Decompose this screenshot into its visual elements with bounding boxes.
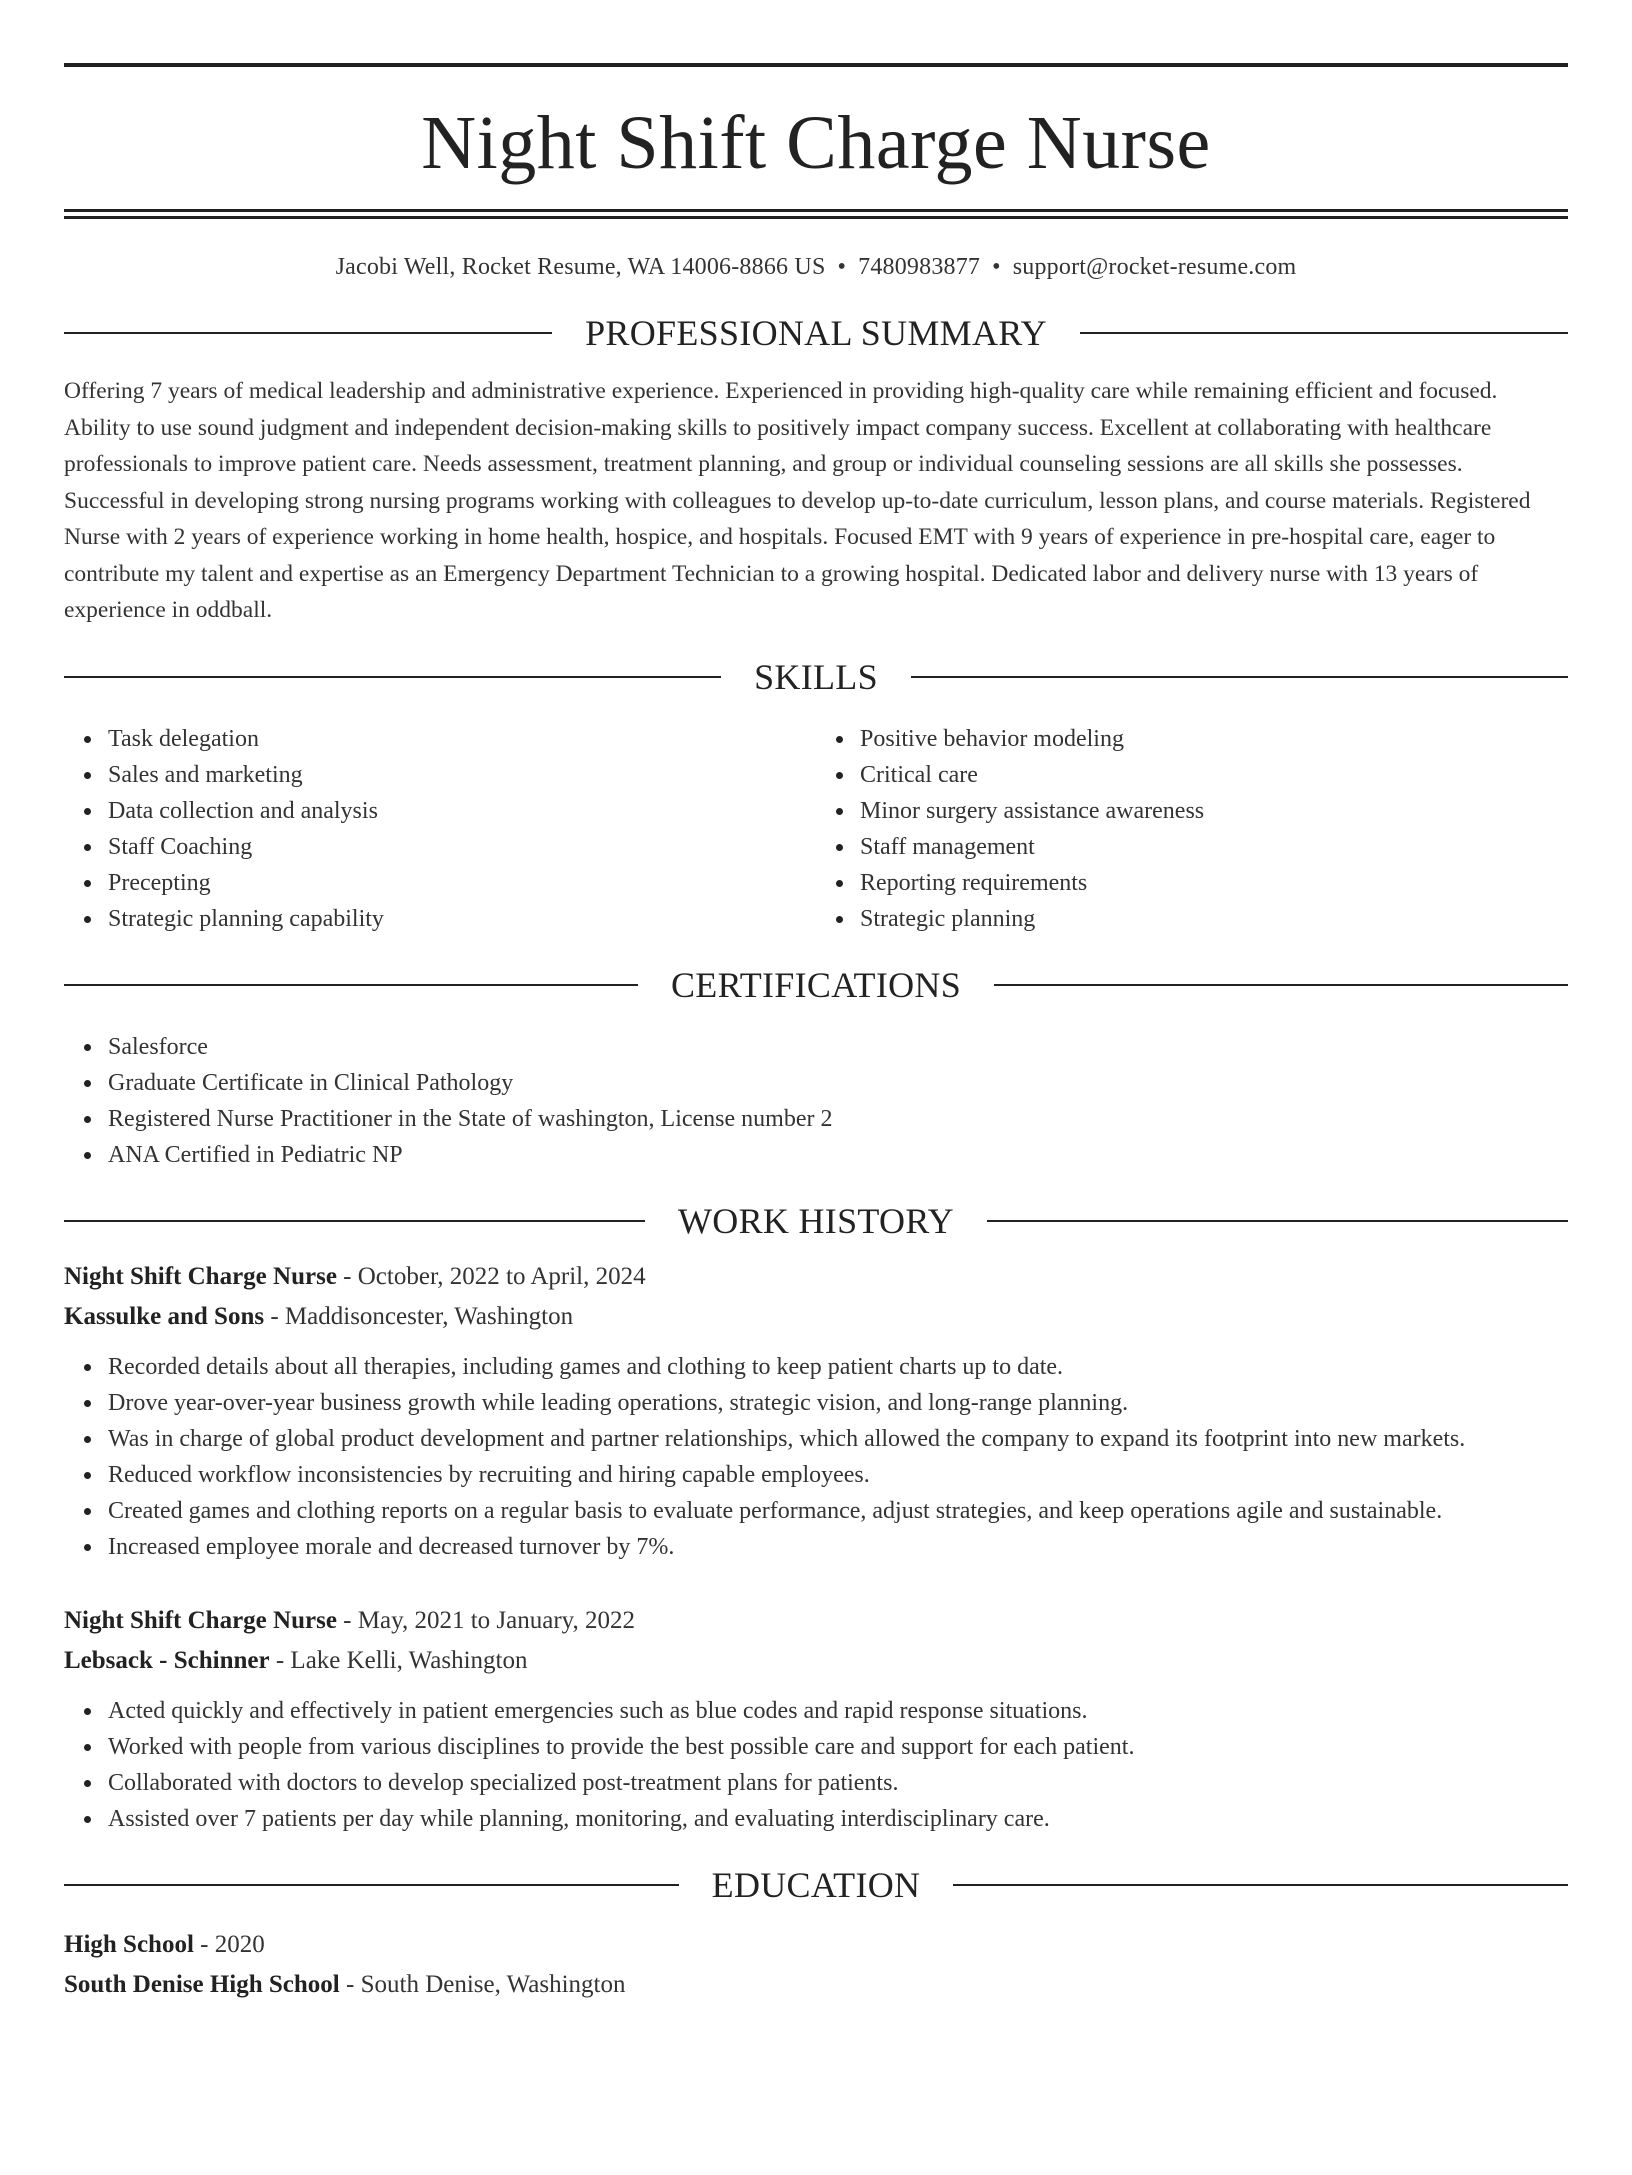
contact-separator: • — [992, 254, 1001, 280]
skill-item: Precepting — [108, 865, 816, 901]
job-title-line — [64, 1601, 1568, 1641]
skill-item: Staff management — [860, 829, 1568, 865]
section-rule — [64, 332, 552, 334]
section-rule — [953, 1884, 1568, 1886]
education-degree-line — [64, 1925, 1568, 1965]
section-rule — [1080, 332, 1568, 334]
contact-separator: • — [837, 254, 847, 280]
job-title-line — [64, 1257, 1568, 1297]
contact-address: Jacobi Well, Rocket Resume, WA 14006-8866 US — [335, 254, 826, 280]
skill-item: Strategic planning capability — [108, 901, 816, 937]
job-bullet: Acted quickly and effectively in patient emergencies such as blue codes and rapid response situations. — [108, 1693, 1568, 1729]
skills-column-right — [816, 721, 1568, 937]
education-year: - 2020 — [193, 1930, 265, 1958]
skill-item: Minor surgery assistance awareness — [860, 793, 1568, 829]
section-header-education — [64, 1864, 1568, 1905]
job-entry — [64, 1601, 1568, 1837]
education-degree: High School — [64, 1930, 194, 1958]
section-rule — [64, 984, 638, 986]
job-company: Lebsack - Schinner — [64, 1646, 270, 1674]
section-title-certifications: CERTIFICATIONS — [670, 964, 962, 1005]
job-bullet: Created games and clothing reports on a regular basis to evaluate performance, adjust strategies, and keep operations agile and sustainable. — [108, 1493, 1568, 1529]
skill-item: Reporting requirements — [860, 865, 1568, 901]
section-header-work-history — [64, 1200, 1568, 1241]
job-company-line — [64, 1641, 1568, 1681]
section-title-skills: SKILLS — [754, 656, 878, 697]
section-header-certifications — [64, 964, 1568, 1005]
section-header-skills — [64, 656, 1568, 697]
summary-text: Offering 7 years of medical leadership and administrative experience. Experienced in providing high-quality care while remaining efficient and focused. Ability to use sound judgment and independent decision-making skills to positively impact company success. Excellent at collaborating with healthcare professionals to improve patient care. Needs assessment, treatment planning, and group or individual counseling sessions are all skills she possesses. Successful in developing strong nursing programs working with colleagues to develop up-to-date curriculum, lesson plans, and course materials. Registered Nurse with 2 years of experience working in home health, hospice, and hospitals. Focused EMT with 9 years of experience in pre-hospital care, eager to contribute my talent and expertise as an Emergency Department Technician to a growing hospital. Dedicated labor and delivery nurse with 13 years of experience in oddball. — [64, 378, 1531, 623]
education-location: - South Denise, Washington — [339, 1970, 626, 1998]
page-title: Night Shift Charge Nurse — [421, 101, 1211, 185]
skills-column-left — [64, 721, 816, 937]
section-rule — [911, 676, 1568, 678]
contact-phone: 7480983877 — [858, 254, 981, 280]
job-bullets — [64, 1349, 1568, 1565]
title-double-rule — [64, 209, 1568, 219]
job-bullet: Recorded details about all therapies, including games and clothing to keep patient charts up to date. — [108, 1349, 1568, 1385]
skills-list — [64, 721, 1568, 937]
section-rule — [64, 676, 721, 678]
job-bullet: Increased employee morale and decreased turnover by 7%. — [108, 1529, 1568, 1565]
section-title-summary: PROFESSIONAL SUMMARY — [585, 313, 1047, 353]
certification-item: ANA Certified in Pediatric NP — [108, 1137, 1568, 1173]
certifications-list — [64, 1029, 1568, 1173]
section-rule — [987, 1220, 1568, 1222]
certification-item: Registered Nurse Practitioner in the State of washington, License number 2 — [108, 1101, 1568, 1137]
job-bullet: Collaborated with doctors to develop specialized post-treatment plans for patients. — [108, 1765, 1568, 1801]
skill-item: Staff Coaching — [108, 829, 816, 865]
certification-item: Graduate Certificate in Clinical Pathology — [108, 1065, 1568, 1101]
job-bullets — [64, 1693, 1568, 1837]
certification-item: Salesforce — [108, 1029, 1568, 1065]
contact-line — [64, 254, 1568, 281]
job-bullet: Was in charge of global product development and partner relationships, which allowed the company to expand its footprint into new markets. — [108, 1421, 1568, 1457]
skill-item: Data collection and analysis — [108, 793, 816, 829]
job-location: - Maddisoncester, Washington — [264, 1302, 574, 1330]
job-company: Kassulke and Sons — [64, 1302, 265, 1330]
resume-page — [0, 63, 1632, 2175]
skill-item: Critical care — [860, 757, 1568, 793]
job-title: Night Shift Charge Nurse — [64, 1606, 337, 1634]
section-title-education: EDUCATION — [711, 1864, 921, 1905]
job-bullet: Assisted over 7 patients per day while planning, monitoring, and evaluating interdisciplinary care. — [108, 1801, 1568, 1837]
top-rule — [64, 63, 1568, 67]
skill-item: Strategic planning — [860, 901, 1568, 937]
job-bullet: Reduced workflow inconsistencies by recruiting and hiring capable employees. — [108, 1457, 1568, 1493]
contact-email: support@rocket-resume.com — [1012, 254, 1297, 280]
job-dates: - October, 2022 to April, 2024 — [336, 1262, 646, 1290]
section-title-work-history: WORK HISTORY — [678, 1200, 954, 1241]
education-school: South Denise High School — [64, 1970, 340, 1998]
section-rule — [64, 1884, 679, 1886]
job-company-line — [64, 1297, 1568, 1337]
job-title: Night Shift Charge Nurse — [64, 1262, 337, 1290]
education-school-line — [64, 1965, 1568, 2005]
skill-item: Sales and marketing — [108, 757, 816, 793]
job-entry — [64, 1257, 1568, 1565]
job-dates: - May, 2021 to January, 2022 — [336, 1606, 636, 1634]
skill-item: Positive behavior modeling — [860, 721, 1568, 757]
section-rule — [64, 1220, 645, 1222]
section-header-summary — [64, 315, 1568, 351]
job-location: - Lake Kelli, Washington — [269, 1646, 528, 1674]
section-rule — [994, 984, 1568, 986]
skill-item: Task delegation — [108, 721, 816, 757]
job-bullet: Worked with people from various disciplines to provide the best possible care and support for each patient. — [108, 1729, 1568, 1765]
education-entry — [64, 1925, 1568, 2005]
job-bullet: Drove year-over-year business growth while leading operations, strategic vision, and long-range planning. — [108, 1385, 1568, 1421]
